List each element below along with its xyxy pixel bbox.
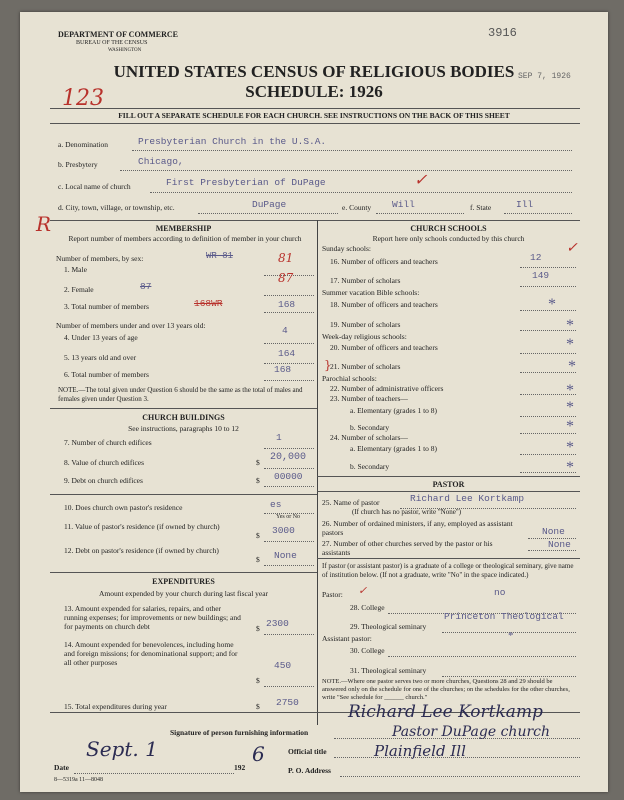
q24a-label: a. Elementary (grades 1 to 8) — [350, 444, 438, 453]
q16-label: 16. Number of officers and teachers — [330, 257, 438, 266]
q13-value: 2300 — [266, 618, 289, 629]
q10-value: es — [270, 499, 282, 510]
presbytery-value: Chicago, — [138, 156, 184, 167]
q18-label: 18. Number of officers and teachers — [330, 300, 438, 309]
q29-label: 29. Theological seminary — [350, 622, 427, 631]
male-value: 81 — [278, 251, 294, 265]
bracket-mark: } — [324, 358, 332, 372]
sunday-label: Sunday schools: — [322, 244, 371, 253]
over-13-value: 164 — [278, 348, 296, 359]
age-intro: Number of members under and over 13 years old: — [56, 321, 206, 330]
schools-intro: Report here only schools conducted by this church — [372, 234, 525, 243]
handwritten-number: 123 — [62, 86, 104, 111]
q23a-blank: * — [566, 399, 574, 416]
q24b-label: b. Secondary — [350, 462, 390, 471]
q30-label: 30. College — [350, 646, 385, 655]
date-month: Sept. 1 — [86, 737, 158, 761]
margin-mark: R — [36, 212, 52, 236]
pastor-sub-label: Pastor: — [322, 590, 343, 599]
census-form: DEPARTMENT OF COMMERCE BUREAU OF THE CENSUS WASHINGTON 3916 SEP 7, 1926 UNITED STATES CENSUS OF RELIGIOUS BODIES SCHEDULE: 1926 123 FILL OUT A SEPARATE SCHEDULE FOR EACH CHURCH. SEE INSTRUCTIONS ON THE BACK OF THIS SHEET a. Denomination Presbyterian Church in the U.S.A. b. Presbytery Chicago, c. Local name of church First Presbyterian of DuPage ✓ d. City, town, village, or township, etc. DuPage e. County Will f. State Ill R MEMBERSHIP Report number of members according to definition of member in your church Number of members, by sex: 1. Male WR 81 81 2. Female 87 87 3. Total number of members 168WR 168 Number of members under and over 13 years old: 4. Under 13 years of age 4 5. 13 years old and over 164 6. Total number of members 168 } NOTE.—The total given under Question 6 should be the same as the total of males and females given under Question 3. CHURCH BUILDINGS See instructions, paragraphs 10 to 12 7. Number of church edifices 1 8. Value of church edifices $ 20,000 9. Debt on church edifices $ 00000 10. Does church own pastor's residence es Yes or No 11. Value of pastor's residence (if owned by church) $ 3000 12. Debt on pastor's residence (if owned by church) $ None EXPENDITURES Amount expended by your church during last fiscal year 13. Amount expended for salaries, repairs, and other running expenses; for improvements or new buildings; and for payments on church debt $ 2300 14. Amount expended for benevolences, including home and foreign missions; for denominational support; and for all other purposes $ 450 15. Total expenditures during year $ 2750 CHURCH SCHOOLS Report here only schools conducted by this church Sunday schools: 16. Number of officers and teachers 12 ✓ 17. Number of scholars 149 Summer vacation Bible schools: 18. Number of officers and teachers * 19. Number of scholars * Week-day religious schools: 20. Number of officers and teachers * 21. Number of scholars * Parochial schools: 22. Number of administrative officers * 23. Number of teachers— a. Elementary (grades 1 to 8) * b. Secondary * 24. Number of scholars— a. Elementary (grades 1 to 8) * b. Secondary * PASTOR 25. Name of pastor (If church has no pastor, write "None") Richard Lee Kortkamp 26. Number of ordained ministers, if any, employed as assistant pastors None 27. Number of other churches served by the pastor or his assistants None If pastor (or assistant pastor) is a graduate of a college or theological seminary, give name of institution below. (If not a graduate, write "No" in the space indicated.) Pastor: ✓ 28. College no 29. Theological seminary Princeton Theological Assistant pastor: 30. College * 31. Theological seminary NOTE.—Where one pastor serves two or more churches, Questions 28 and 29 should be answered only on the schedule for one of the churches; on the schedules for the other churches, write "See schedule for ______ church." Signature of person furnishing information Richard Lee Kortkamp Official title Pastor DuPage church Date Sept. 1 192 6 P. O. Address Plainfield Ill 8—5319a 11—8048 — [20, 12, 608, 792]
q15-label: 15. Total expenditures during year — [64, 702, 167, 711]
q26-value: None — [542, 526, 565, 537]
q27-label: 27. Number of other churches served by the pastor or his assistants — [322, 539, 493, 557]
q7-value: 1 — [276, 432, 282, 443]
denomination-label: a. Denomination — [58, 140, 108, 149]
weekday-label: Week-day religious schools: — [322, 332, 407, 341]
form-code: 8—5319a 11—8048 — [54, 777, 103, 783]
q8-label: 8. Value of church edifices — [64, 458, 145, 467]
city-name: WASHINGTON — [108, 48, 142, 53]
q21-label: 21. Number of scholars — [330, 362, 401, 371]
expenditures-heading: EXPENDITURES — [152, 577, 215, 586]
pastor-note: NOTE.—Where one pastor serves two or more churches, Questions 28 and 29 should be answered only on the schedule for one of the churches; on the schedules for the other churches, write "See schedule for ______ church." — [322, 678, 570, 701]
schedule-title: SCHEDULE: 1926 — [245, 82, 383, 101]
q18-blank: * — [548, 296, 556, 313]
q25-label: 25. Name of pastor — [322, 498, 380, 507]
signature-label: Signature of person furnishing information — [170, 728, 309, 737]
under-13-label: 4. Under 13 years of age — [64, 333, 138, 342]
male-label: 1. Male — [64, 265, 87, 274]
date-year-digit: 6 — [252, 742, 265, 766]
bureau-name: BUREAU OF THE CENSUS — [76, 40, 148, 46]
q24a-blank: * — [566, 439, 574, 456]
q23a-label: a. Elementary (grades 1 to 8) — [350, 406, 438, 415]
q22-label: 22. Number of administrative officers — [330, 384, 444, 393]
form-number: 3916 — [488, 26, 517, 40]
city-value: DuPage — [252, 199, 287, 210]
pastor-heading: PASTOR — [432, 480, 465, 489]
q16-mark: ✓ — [566, 240, 578, 256]
official-title-value: Pastor DuPage church — [392, 724, 551, 740]
pastor-name-value: Richard Lee Kortkamp — [410, 493, 525, 504]
q25-hint: (If church has no pastor, write "None") — [352, 508, 462, 516]
official-title-label: Official title — [288, 747, 327, 756]
presbytery-label: b. Presbytery — [58, 160, 98, 169]
q14-label: 14. Amount expended for benevolences, including home and foreign missions; for denominational support; and for all other purposes — [64, 640, 238, 667]
q19-blank: * — [566, 317, 574, 334]
q20-blank: * — [566, 336, 574, 353]
state-label: f. State — [470, 203, 492, 212]
membership-heading: MEMBERSHIP — [155, 224, 212, 233]
q31-label: 31. Theological seminary — [350, 666, 427, 675]
q23b-blank: * — [566, 418, 574, 435]
po-address-label: P. O. Address — [288, 766, 331, 775]
q21-blank: * — [568, 358, 576, 375]
date-year-prefix: 192 — [234, 763, 246, 772]
q11-label: 11. Value of pastor's residence (if owned by church) — [64, 522, 220, 531]
form-instructions: FILL OUT A SEPARATE SCHEDULE FOR EACH CHURCH. SEE INSTRUCTIONS ON THE BACK OF THIS SHEET — [118, 111, 510, 120]
q24-label: 24. Number of scholars— — [330, 433, 408, 442]
signature-value: Richard Lee Kortkamp — [348, 702, 543, 722]
schools-heading: CHURCH SCHOOLS — [410, 224, 487, 233]
over-13-label: 5. 13 years old and over — [64, 353, 137, 362]
yes-no-hint: Yes or No — [276, 514, 301, 520]
expenditures-sub: Amount expended by your church during last fiscal year — [98, 589, 269, 598]
female-label: 2. Female — [64, 285, 94, 294]
total-members-label: 3. Total number of members — [64, 302, 149, 311]
q9-label: 9. Debt on church edifices — [64, 476, 143, 485]
under-13-value: 4 — [282, 325, 288, 336]
q11-value: 3000 — [272, 525, 295, 536]
education-intro: If pastor (or assistant pastor) is a graduate of a college or theological seminary, give name of institution below. (If not a graduate, write "No" in the space indicated.) — [322, 562, 574, 579]
q28-value: no — [494, 587, 506, 598]
q7-label: 7. Number of church edifices — [64, 438, 152, 447]
q23b-label: b. Secondary — [350, 423, 390, 432]
check-mark: ✓ — [414, 170, 428, 189]
total-members-value: 168 — [278, 299, 296, 310]
department-name: DEPARTMENT OF COMMERCE — [58, 30, 179, 39]
total-struck-value: 168WR — [194, 298, 223, 309]
q17-label: 17. Number of scholars — [330, 276, 401, 285]
denomination-value: Presbyterian Church in the U.S.A. — [138, 136, 327, 147]
q12-label: 12. Debt on pastor's residence (if owned by church) — [64, 546, 219, 555]
male-typed-value: WR 81 — [206, 251, 234, 261]
q30-blank: * — [508, 630, 514, 642]
q17-value: 149 — [532, 270, 550, 281]
county-label: e. County — [342, 203, 372, 212]
county-value: Will — [392, 199, 415, 210]
q14-value: 450 — [274, 660, 292, 671]
membership-note: NOTE.—The total given under Question 6 should be the same as the total of males and females given under Question 3. — [58, 386, 303, 403]
female-typed-value: 87 — [140, 281, 152, 292]
state-value: Ill — [516, 199, 534, 210]
parochial-label: Parochial schools: — [322, 374, 377, 383]
q23-label: 23. Number of teachers— — [330, 394, 408, 403]
membership-intro: Report number of members according to definition of member in your church — [68, 234, 302, 243]
date-label: Date — [54, 763, 69, 772]
by-sex-label: Number of members, by sex: — [56, 254, 144, 263]
q9-value: 00000 — [274, 471, 303, 482]
q29-value: Princeton Theological — [444, 611, 564, 622]
q12-value: None — [274, 550, 297, 561]
form-title: UNITED STATES CENSUS OF RELIGIOUS BODIES — [113, 62, 515, 81]
total6-value: 168 — [274, 364, 292, 375]
q27-value: None — [548, 539, 571, 550]
q13-label: 13. Amount expended for salaries, repairs, and other running expenses; for improvements or new buildings; and for payments on church debt — [64, 604, 241, 631]
city-label: d. City, town, village, or township, etc. — [58, 203, 175, 212]
po-address-value: Plainfield Ill — [374, 742, 466, 760]
female-value: 87 — [278, 271, 294, 285]
assistant-label: Assistant pastor: — [322, 634, 372, 643]
q16-value: 12 — [530, 252, 542, 263]
summer-label: Summer vacation Bible schools: — [322, 288, 420, 297]
pastor-mark: ✓ — [358, 584, 368, 597]
buildings-heading: CHURCH BUILDINGS — [142, 413, 225, 422]
buildings-sub: See instructions, paragraphs 10 to 12 — [128, 424, 239, 433]
q19-label: 19. Number of scholars — [330, 320, 401, 329]
q10-label: 10. Does church own pastor's residence — [64, 503, 183, 512]
q8-value: 20,000 — [270, 452, 307, 463]
q28-label: 28. College — [350, 603, 385, 612]
local-name-value: First Presbyterian of DuPage — [166, 177, 326, 188]
total6-label: 6. Total number of members — [64, 370, 149, 379]
q26-label: 26. Number of ordained ministers, if any, employed as assistant pastors — [322, 519, 513, 537]
q20-label: 20. Number of officers and teachers — [330, 343, 438, 352]
local-name-label: c. Local name of church — [58, 182, 131, 191]
q22-blank: * — [566, 382, 574, 399]
received-date-stamp: SEP 7, 1926 — [518, 72, 571, 81]
q24b-blank: * — [566, 459, 574, 476]
q15-value: 2750 — [276, 697, 299, 708]
